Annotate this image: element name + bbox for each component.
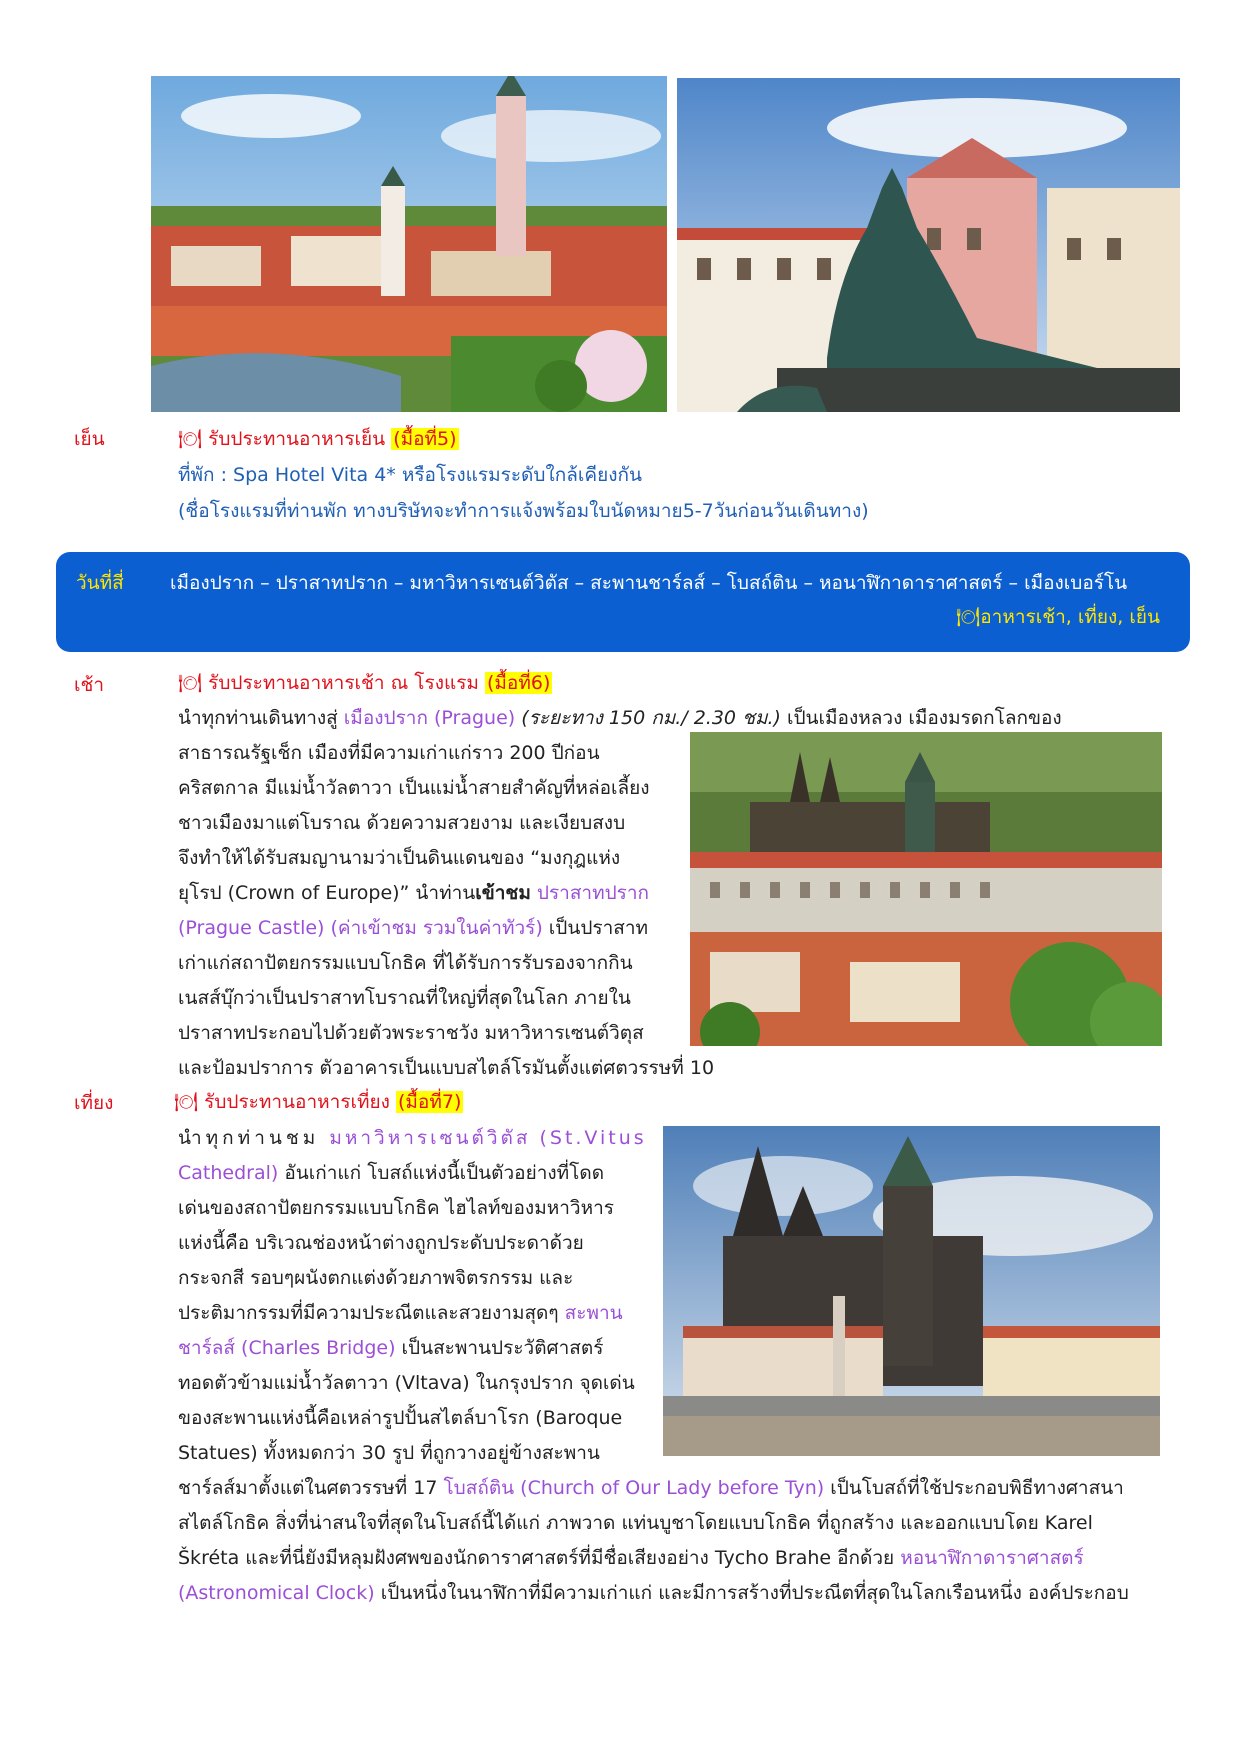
prague-castle-photo xyxy=(690,732,1162,1046)
text-run: ประติมากรรมที่มีความประณีตและสวยงามสุดๆ xyxy=(178,1302,565,1324)
text-line: Statues) ทั้งหมดกว่า 30 รูป ที่ถูกวางอยู่ข้างสะพาน xyxy=(178,1442,600,1464)
day-number: วันที่สี่ xyxy=(76,572,124,594)
dining-plate-icon: 🍽 xyxy=(178,428,203,450)
cesky-krumlov-photo xyxy=(151,76,667,412)
text-run: เป็นหนึ่งในนาฬิกาที่มีความเก่าแก่ และมีการสร้างที่ประณีตที่สุดในโลกเรือนหนึ่ง องค์ประกอบ xyxy=(374,1582,1129,1604)
text-line: แห่งนี้คือ บริเวณช่องหน้าต่างถูกประดับประดาด้วย xyxy=(178,1232,584,1254)
noon-label: เที่ยง xyxy=(74,1092,114,1114)
morning-meal-line xyxy=(178,666,552,701)
text-run: นำทุกท่านเดินทางสู่ xyxy=(178,707,344,729)
dining-plate-icon: 🍽 xyxy=(174,1091,199,1113)
dining-plate-icon: 🍽 xyxy=(956,606,981,628)
day-meals xyxy=(956,602,1160,632)
charles-bridge-link: สะพาน xyxy=(564,1302,623,1324)
text-run: เป็นเมืองหลวง เมืองมรดกโลกของ xyxy=(780,707,1062,729)
text-line: สาธารณรัฐเช็ก เมืองที่มีความเก่าแก่ราว 200 ปีก่อน xyxy=(178,742,600,764)
noon-paragraph xyxy=(178,1121,1129,1611)
prague-castle-admission: (Prague Castle) (ค่าเข้าชม รวมในค่าทัวร์) xyxy=(178,917,543,939)
prague-castle-link: ปราสาทปราก xyxy=(530,882,650,904)
noon-meal-text: รับประทานอาหารเที่ยง xyxy=(204,1091,390,1113)
morning-paragraph xyxy=(178,736,714,1086)
evening-meal-line xyxy=(178,422,459,457)
day-route: เมืองปราก – ปราสาทปราก – มหาวิหารเซนต์วิตัส – สะพานชาร์ลส์ – โบสถ์ติน – หอนาฬิกาดาราศาสตร์ – เมืองเบอร์โน xyxy=(170,572,1128,594)
text-line: กระจกสี รอบๆผนังตกแต่งด้วยภาพจิตรกรรม และ xyxy=(178,1267,574,1289)
prague-link: เมืองปราก (Prague) xyxy=(343,707,516,729)
text-line: สไตล์โกธิค สิ่งที่น่าสนใจที่สุดในโบสถ์นี้ได้แก่ ภาพวาด แท่นบูชาโดยแบบโกธิค ที่ถูกสร้าง และออกแบบโดย Karel xyxy=(178,1512,1093,1534)
text-line: ชาวเมืองมาแต่โบราณ ด้วยความสวยงาม และเงียบสงบ xyxy=(178,812,626,834)
text-run: เป็นปราสาท xyxy=(542,917,649,939)
text-line: ปราสาทประกอบไปด้วยตัวพระราชวัง มหาวิหารเซนต์วิตุส xyxy=(178,1022,644,1044)
tyn-church-link: โบสถ์ติน (Church of Our Lady before Tyn) xyxy=(443,1477,825,1499)
text-run: ชาร์ลส์มาตั้งแต่ในศตวรรษที่ 17 xyxy=(178,1477,444,1499)
text-line xyxy=(178,1541,1129,1576)
visit-bold: เข้าชม xyxy=(475,882,531,904)
text-line: คริสตกาล มีแม่น้ำวัลตาวา เป็นแม่น้ำสายสำคัญที่หล่อเลี้ยง xyxy=(178,777,650,799)
text-line: เด่นของสถาปัตยกรรมแบบโกธิค ไฮไลท์ของมหาวิหาร xyxy=(178,1197,614,1219)
text-line: จึงทำให้ได้รับสมญานามว่าเป็นดินแดนของ “มงกุฎแห่ง xyxy=(178,847,621,869)
morning-meal-text: รับประทานอาหารเช้า ณ โรงแรม xyxy=(208,672,479,694)
evening-meal-text: รับประทานอาหารเย็น xyxy=(208,428,386,450)
noon-meal-line xyxy=(174,1085,463,1120)
text-line xyxy=(178,1576,1129,1611)
dining-plate-icon: 🍽 xyxy=(178,672,203,694)
text-line: เก่าแก่สถาปัตยกรรมแบบโกธิค ที่ได้รับการรับรองจากกิน xyxy=(178,952,633,974)
text-line xyxy=(178,1471,1129,1506)
morning-meal-number: (มื้อที่6) xyxy=(487,672,551,694)
hotel-line: ที่พัก : Spa Hotel Vita 4* หรือโรงแรมระดับใกล้เคียงกัน xyxy=(178,464,642,486)
evening-meal-number: (มื้อที่5) xyxy=(393,428,457,450)
evening-label: เย็น xyxy=(74,428,105,450)
text-run: ยุโรป (Crown of Europe)” นำท่าน xyxy=(178,882,476,904)
text-run: Škréta และที่นี่ยังมีหลุมฝังศพของนักดาราศาสตร์ที่มีชื่อเสียงอย่าง Tycho Brahe อีกด้วย xyxy=(178,1547,901,1569)
morning-label: เช้า xyxy=(74,674,105,696)
text-run: เป็นสะพานประวัติศาสตร์ xyxy=(395,1337,604,1359)
text-line xyxy=(178,911,714,946)
astronomical-clock-link: หอนาฬิกาดาราศาสตร์ xyxy=(900,1547,1084,1569)
st-vitus-link: มหาวิหารเซนต์วิตัส (St.Vitus xyxy=(329,1127,647,1149)
text-run: เป็นโบสถ์ที่ใช้ประกอบพิธีทางศาสนา xyxy=(824,1477,1124,1499)
text-line xyxy=(178,1121,1129,1156)
text-line xyxy=(178,876,714,911)
noon-meal-number: (มื้อที่7) xyxy=(398,1091,462,1113)
jan-hus-memorial-photo xyxy=(677,78,1180,412)
hotel-note: (ชื่อโรงแรมที่ท่านพัก ทางบริษัทจะทำการแจ้งพร้อมใบนัดหมาย5-7วันก่อนวันเดินทาง) xyxy=(178,500,869,522)
charles-bridge-link-cont: ชาร์ลส์ (Charles Bridge) xyxy=(178,1337,396,1359)
text-line: เนสส์บุ๊กว่าเป็นปราสาทโบราณที่ใหญ่ที่สุดในโลก ภายใน xyxy=(178,987,631,1009)
astronomical-clock-link-cont: (Astronomical Clock) xyxy=(178,1582,375,1604)
text-line xyxy=(178,1331,1129,1366)
text-line: และป้อมปราการ ตัวอาคารเป็นแบบสไตล์โรมันตั้งแต่ศตวรรษที่ 10 xyxy=(178,1057,715,1079)
day-meals-text: อาหารเช้า, เที่ยง, เย็น xyxy=(980,606,1160,628)
text-line xyxy=(178,1156,1129,1191)
text-line xyxy=(178,1296,1129,1331)
st-vitus-link-cont: Cathedral) xyxy=(178,1162,279,1184)
text-line: ของสะพานแห่งนี้คือเหล่ารูปปั้นสไตล์บาโรก (Baroque xyxy=(178,1407,623,1429)
text-run: อันเก่าแก่ โบสถ์แห่งนี้เป็นตัวอย่างที่โดด xyxy=(278,1162,605,1184)
text-run: นำทุกท่านชม xyxy=(178,1127,330,1149)
distance-note: (ระยะทาง 150 กม./ 2.30 ชม.) xyxy=(521,707,781,729)
morning-line-1 xyxy=(178,701,1062,736)
text-line: ทอดตัวข้ามแม่น้ำวัลตาวา (Vltava) ในกรุงปราก จุดเด่น xyxy=(178,1372,635,1394)
day-banner xyxy=(56,552,1190,652)
